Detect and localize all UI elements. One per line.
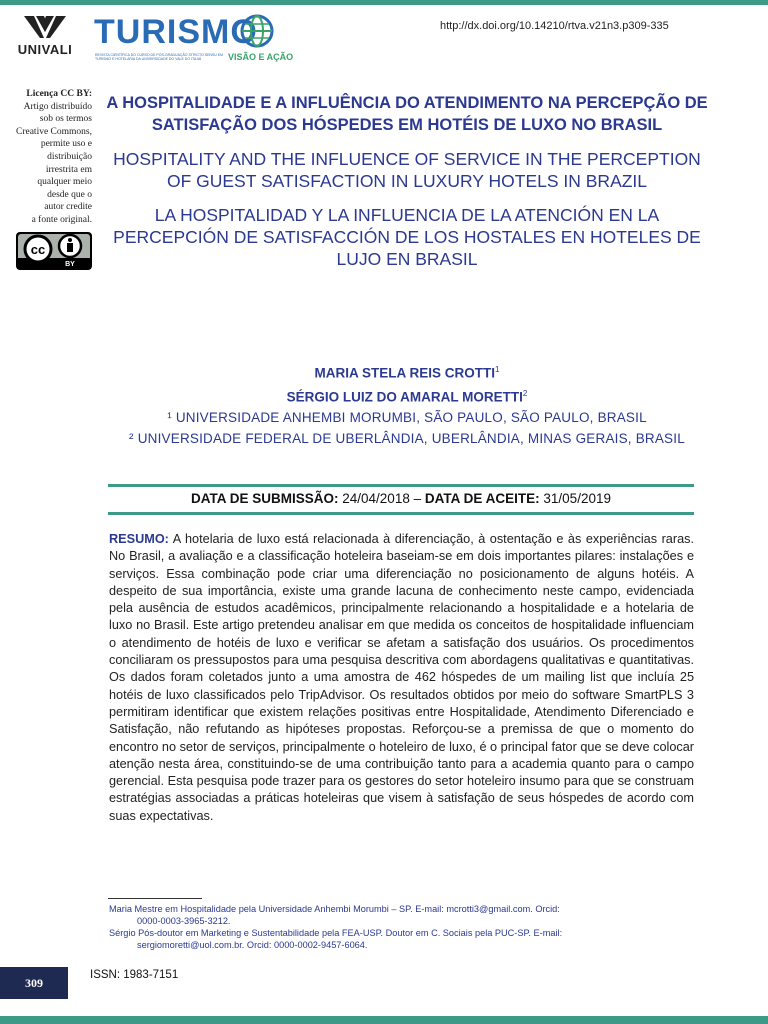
cc-icon [25,236,51,262]
submission-label: DATA DE SUBMISSÃO: [191,491,339,506]
doi-link[interactable]: http://dx.doi.org/10.14210/rtva.v21n3.p309-335 [440,20,669,32]
footnote-2-line-2: sergiomoretti@uol.com.br. Orcid: 0000-0002-9457-6064. [137,940,368,950]
journal-name: TURISMO [94,13,258,51]
univali-logo [14,14,76,57]
license-line: Creative Commons, [16,126,92,137]
license-line: desde que o [47,189,92,200]
title-english: HOSPITALITY AND THE INFLUENCE OF SERVICE IN THE PERCEPTION OF GUEST SATISFACTION IN LUXURY HOTELS IN BRAZIL [113,149,701,191]
submission-dates [108,489,694,509]
affiliation-2: ² UNIVERSIDADE FEDERAL DE UBERLÂNDIA, UBERLÂNDIA, MINAS GERAIS, BRASIL [129,431,685,446]
license-line: irrestrita em [45,164,92,175]
abstract-label: RESUMO: [109,532,169,546]
footnote [109,927,694,951]
author-1-name: MARIA STELA REIS CROTTI [314,365,496,381]
journal-logo [94,12,294,68]
abstract-text: A hotelaria de luxo está relacionada à diferenciação, à ostentação e às experiências raras. No Brasil, a avaliação e a classificação hoteleira baseiam-se em dois importantes pilares: instalações e serviços. Essa combinação pode criar uma diferenciação no posicionamento de alguns hotéis. A despeito de sua importância, existe uma grande lacuna de conhecimento neste campo, evidenciada pela ausência de estudos acadêmicos, principalmente relacionando a hospitalidade e a hotelaria de luxo no Brasil. Este artigo pretendeu analisar em que medida os conceitos de hospitalidade influenciam o atendimento de hotéis de luxo e verificar se afetam a satisfação dos usuários. Os procedimentos conciliaram os pressupostos para uma pesquisa descritiva com abordagens qualitativas e quantitativas. Os dados foram coletados junto a uma amostra de 462 hóspedes de um mailing list que incluía 25 hotéis de luxo classificados pelo TripAdvisor. Os resultados obtidos por meio do software SmartPLS 3 permitiram identificar que existem relações positivas entre Hospitalidade, Atendimento Diferenciado e Satisfação, não refutando as hipóteses propostas. Reforçou-se a premissa de que o momento do encontro no setor de serviços, principalmente o hoteleiro de luxo, é o principal fator que se deve colocar atenção nesta área, constituindo-se de uma contribuição tanto para a academia quanto para o campo gerencial. Esta pesquisa pode trazer para os gestores do setor hoteleiro insumo para que se construam estratégias associadas a práticas hoteleiras que visem à satisfação de seus hóspedes de acordo com suas expectativas. [109,532,694,823]
license-line: distribuição [47,151,92,162]
cc-by-label: BY [65,261,75,268]
issn: ISSN: 1983-7151 [90,969,179,981]
attribution-icon [59,235,81,257]
title-portuguese: A HOSPITALIDADE E A INFLUÊNCIA DO ATENDIMENTO NA PERCEPÇÃO DE SATISFAÇÃO DOS HÓSPEDES EM HOTÉIS DE LUXO NO BRASIL [106,94,708,134]
author-2-mark: 2 [522,388,528,398]
journal-tagline: VISÃO E AÇÃO [228,52,294,62]
license-line: qualquer meio [37,177,92,188]
footnotes [109,903,694,951]
license-line: a fonte original. [31,214,92,225]
page-number: 309 [0,967,68,999]
license-line: autor credite [44,202,92,213]
author-2-name: SÉRGIO LUIZ DO AMARAL MORETTI [286,389,523,404]
title-spanish: LA HOSPITALIDAD Y LA INFLUENCIA DE LA ATENCIÓN EN LA PERCEPCIÓN DE SATISFACCIÓN DE LOS HOSTALES EN HOTELES DE LUJO EN BRASIL [113,205,701,269]
author-name [100,384,714,408]
author-1-mark: 1 [495,365,500,374]
license-line: sob os termos [39,114,92,125]
article-titles [100,92,714,270]
footnote-1-line-2: 0000-0003-3965-3212. [137,916,231,926]
cc-by-badge-graphic [16,232,92,270]
dates-rule-top [108,484,694,487]
license-note [6,88,92,227]
dates-rule-bottom [108,512,694,515]
license-line: permite uso e [40,139,92,150]
authors-block [100,360,714,449]
author-name [100,360,714,384]
cc-by-badge[interactable] [16,232,92,270]
svg-text:cc: cc [30,242,46,257]
journal-description: REVISTA CIENTÍFICA DO CURSO DE PÓS-GRADUAÇÃO STRICTO SENSU EM TURISMO E HOTELARIA DA UNIVERSIDADE DO VALE DO ITAJAÍ [95,53,224,61]
footnote [109,903,694,927]
footnote-1-line-1: Maria Mestre em Hospitalidade pela Universidade Anhembi Morumbi – SP. E-mail: mcrotti3@gmail.com. Orcid: [109,904,560,914]
license-line: Artigo distribuído [23,101,92,112]
univali-emblem-icon [22,14,68,40]
submission-date: 24/04/2018 [342,491,410,506]
univali-name: UNIVALI [17,42,73,57]
footnote-2-line-1: Sérgio Pós-doutor em Marketing e Sustentabilidade pela FEA-USP. Doutor em C. Sociais pela PUC-SP. E-mail: [109,928,563,938]
license-title: Licença CC BY: [26,89,92,99]
globe-icon [240,14,274,48]
affiliation-1: ¹ UNIVERSIDADE ANHEMBI MORUMBI, SÃO PAULO, SÃO PAULO, BRASIL [167,410,647,425]
dates-separator: – [413,491,422,506]
acceptance-label: DATA DE ACEITE: [424,491,540,506]
footnote-divider [108,898,202,899]
acceptance-date: 31/05/2019 [543,491,611,506]
abstract [109,531,694,825]
bottom-accent-bar [0,1016,768,1024]
top-accent-bar [0,0,768,5]
